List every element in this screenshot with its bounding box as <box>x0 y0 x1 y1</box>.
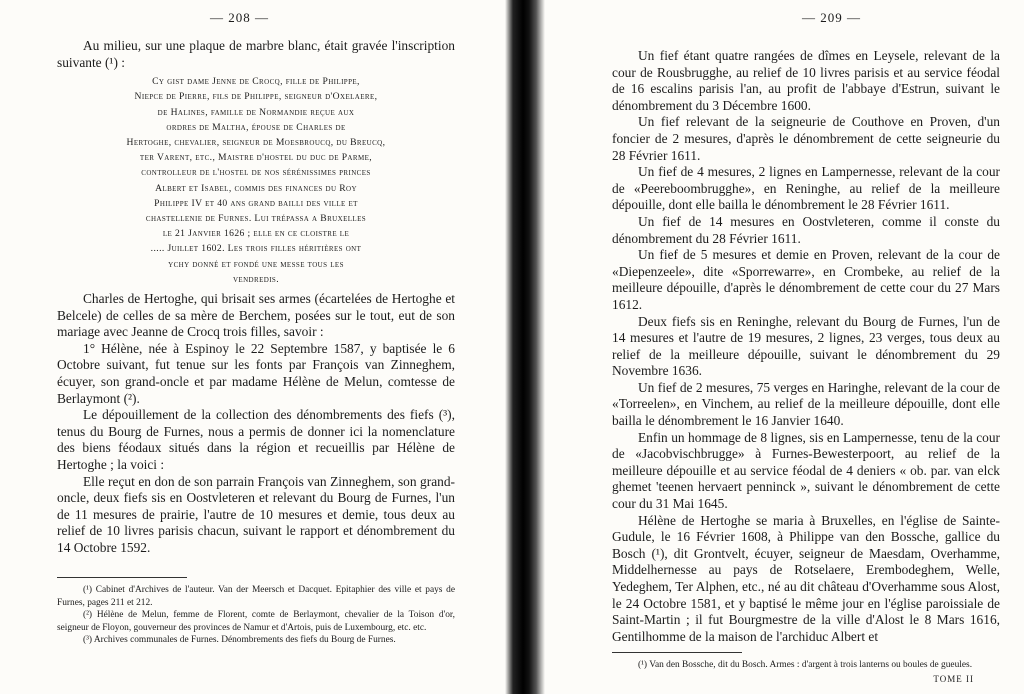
inscription-line: controlleur de l'hostel de nos sérénissimes princes <box>141 167 371 179</box>
fief-paragraph: Un fief de 5 mesures et demie en Proven, relevant de la cour de «Diepenzeele», dite «Sporrewarre», en Crombeke, au relief de la meilleure dépouille, d'après le dénombrement de cette cour du 27 Mars 1612. <box>612 247 1000 312</box>
inscription-line: Albert et Isabel, commis des finances du Roy <box>155 182 357 194</box>
paragraph-don: Elle reçut en don de son parrain François van Zinneghem, son grand-oncle, deux fiefs sis en Oostvleteren et relevant du Bourg de Furnes, l'un de 11 mesures de prairie, l'autre de 10 mesures et demie, tous deux au relief de 10 livres parisis chacun, suivant le rapport et dénombrement du 14 Octobre 1592. <box>57 473 455 555</box>
inscription-line: Hertoghe, chevalier, seigneur de Moesbroucq, du Breucq, <box>126 137 386 148</box>
footnote-divider <box>57 577 187 578</box>
footnote: (³) Archives communales de Furnes. Dénombrements des fiefs du Bourg de Furnes. <box>83 635 396 645</box>
fief-paragraph: Deux fiefs sis en Reninghe, relevant du Bourg de Furnes, l'un de 14 mesures et l'autre de 19 mesures, 2 lignes, 23 verges, tous deux au relief de la meilleure dépouille, suivant le dénombrement du 29 Novembre 1636. <box>612 313 1000 379</box>
footnote: (¹) Van den Bossche, dit du Bosch. Armes : d'argent à trois lanterns ou boules de gueules. <box>638 660 973 670</box>
inscription-line: ychy donné et fondé une messe tous les <box>168 258 344 270</box>
fief-paragraph: Un fief de 14 mesures en Oostvleteren, comme il conste du dénombrement du 28 Février 1611. <box>612 213 1000 246</box>
footnote: (²) Hélène de Melun, femme de Florent, comte de Berlaymont, chevalier de la Toison d'or, seigneur de Floyon, gouverneur des provinces de Namur et d'Artois, puis de Luxembourg, etc. etc. <box>57 610 455 633</box>
inscription-line: ordres de Maltha, épouse de Charles de <box>166 121 346 133</box>
footnote: (¹) Cabinet d'Archives de l'auteur. Van der Meersch et Dacquet. Epitaphier des ville et pays de Furnes, pages 211 et 212. <box>57 585 455 608</box>
left-page-body <box>57 38 455 557</box>
paragraph-denombrement: Le dépouillement de la collection des dénombrements des fiefs (³), tenus du Bourg de Furnes, nous a permis de donner ici la nomenclature des biens féodaux situés dans la région et recueillis par Hélène de Hertoghe ; la voici : <box>57 407 455 472</box>
inscription-line: Philippe IV et 40 ans grand bailli des ville et <box>154 197 358 209</box>
right-page-body <box>612 48 1000 645</box>
footnote-divider <box>612 652 742 653</box>
page-number-right: — 209 — <box>802 10 861 25</box>
marriage-paragraph: Hélène de Hertoghe se maria à Bruxelles, en l'église de Sainte-Gudule, le 16 Février 1608, à Philippe van den Bossche, gallice du Bosch (¹), dit Grontvelt, écuyer, seigneur de Maesdam, Overhamme, Middelhernesse au pays de Rotselaere, Erembodeghem, Welle, Yedeghem, Ter Alphen, etc., né au dit château d'Overhamme sous Alost, le 24 Octobre 1581, et y baptisé le même jour en l'église paroissiale de Saint-Martin ; il fut Bourgmestre de la ville d'Alost le 8 Mars 1616, Gentilhomme de la maison de l'archiduc Albert et <box>612 512 1000 644</box>
footnotes-left <box>57 573 455 647</box>
inscription-line: chastellenie de Furnes. Lui trépassa a Bruxelles <box>145 213 367 225</box>
fief-paragraph: Enfin un hommage de 8 lignes, sis en Lampernesse, tenu de la cour de «Jacobvischbrugge» à Furnes-Bewesterpoort, au relief de la meilleure dépouille et au service féodal de 4 deniers « ob. par. van elck ghemet 'teenen hervaert penninck », suivant le dénombrement de cette cour du 31 Mai 1645. <box>612 429 1000 512</box>
footnotes-right <box>612 648 1000 672</box>
page-number-left: — 208 — <box>210 10 269 25</box>
inscription-line: ..... Juillet 1602. Les trois filles héritières ont <box>150 243 362 255</box>
inscription-line: de Halines, famille de Normandie reçue aux <box>157 106 355 118</box>
paragraph-charles: Charles de Hertoghe, qui brisait ses armes (écartelées de Hertoghe et Belcele) de celles de sa mère de Berchem, posées sur le tout, eut de son mariage avec Jeanne de Crocq trois filles, savoir : <box>57 291 455 340</box>
inscription-line: Niepce de Pierre, fils de Philippe, seigneur d'Oxelaere, <box>134 91 378 103</box>
fief-paragraph: Un fief de 4 mesures, 2 lignes en Lampernesse, relevant de la cour de «Peereboombrugghe», en Reninghe, au relief de la meilleure dépouille, dont elle bailla le dénombrement le 28 Février 1611. <box>612 164 1000 213</box>
fief-paragraph: Un fief étant quatre rangées de dîmes en Leysele, relevant de la cour de Rousbrugghe, au relief de 10 livres parisis et au service féodal de 16 escalins parisis l'an, au profit de l'abbaye d'Estrun, suivant le dénombrement du 3 Décembre 1600. <box>612 48 1000 113</box>
inscription-line: vendredis. <box>232 273 280 285</box>
right-page <box>512 0 1024 694</box>
inscription-line: le 21 Janvier 1626 ; elle en ce cloistre le <box>162 228 350 240</box>
inscription-line: ter Varent, etc., Maistre d'hostel du duc de Parme, <box>139 152 373 164</box>
fief-paragraph: Un fief relevant de la seigneurie de Couthove en Proven, d'un foncier de 2 mesures, d'après le dénombrement de cette seigneurie du 28 Février 1611. <box>612 114 1000 163</box>
fief-paragraph: Un fief de 2 mesures, 75 verges en Haringhe, relevant de la cour de «Torreelen», en Vinchem, au relief de la meilleure dépouille, dont elle bailla le dénombrement le 16 Janvier 1640. <box>612 379 1000 429</box>
inscription-block <box>65 74 447 287</box>
intro-paragraph: Au milieu, sur une plaque de marbre blanc, était gravée l'inscription suivante (¹) : <box>57 38 455 70</box>
volume-label: TOME II <box>933 674 974 684</box>
inscription-line: Cy gist dame Jenne de Crocq, fille de Philippe, <box>152 76 360 88</box>
paragraph-helene: 1° Hélène, née à Espinoy le 22 Septembre 1587, y baptisée le 6 Octobre suivant, fut tenue sur les fonts par François van Zinneghem, écuyer, son grand-oncle et par madame Hélène de Melun, comtesse de Berlaymont (²). <box>57 340 455 406</box>
